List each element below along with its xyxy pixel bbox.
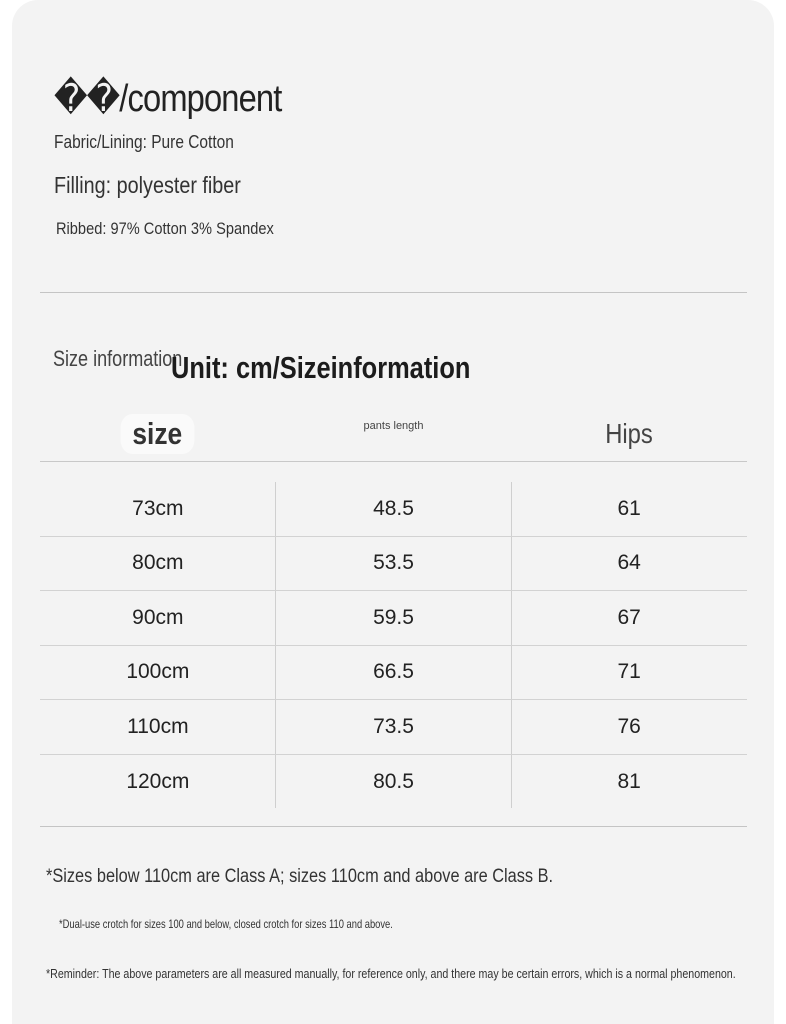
fabric-text: Fabric/Lining: Pure Cotton xyxy=(54,132,234,152)
table-row xyxy=(40,537,747,592)
size-cell: 100cm xyxy=(126,660,190,684)
size-cell: 110cm xyxy=(127,714,189,738)
pants-length-cell: 48.5 xyxy=(373,496,414,520)
header-rule xyxy=(40,461,747,462)
hips-cell: 76 xyxy=(617,714,641,738)
size-information-label: Size information xyxy=(53,346,183,371)
hips-cell: 61 xyxy=(617,496,641,520)
ribbed-text: Ribbed: 97% Cotton 3% Spandex xyxy=(56,219,274,238)
size-cell: 90cm xyxy=(132,605,184,629)
table-row xyxy=(40,700,747,755)
size-table xyxy=(40,482,747,809)
size-cell: 73cm xyxy=(132,496,184,520)
hips-cell: 71 xyxy=(617,660,641,684)
pants-length-cell: 59.5 xyxy=(373,605,414,629)
unit-label: Unit: cm/Sizeinformation xyxy=(171,350,471,385)
column-header-size: size xyxy=(40,407,275,461)
class-note: *Sizes below 110cm are Class A; sizes 110cm and above are Class B. xyxy=(46,866,554,887)
size-cell: 80cm xyxy=(132,551,184,575)
column-header-hips: Hips xyxy=(605,418,654,449)
filling-text: Filling: polyester fiber xyxy=(54,172,241,198)
pants-length-cell: 73.5 xyxy=(373,714,414,738)
table-row xyxy=(40,591,747,646)
crotch-note: *Dual-use crotch for sizes 100 and below, closed crotch for sizes 110 and above. xyxy=(59,917,393,931)
hips-cell: 64 xyxy=(617,551,641,575)
section-divider xyxy=(40,292,747,293)
column-header-pants-length: pants length xyxy=(363,420,424,432)
table-row xyxy=(40,646,747,701)
pants-length-cell: 53.5 xyxy=(373,551,414,575)
hips-cell: 67 xyxy=(617,605,641,629)
hips-cell: 81 xyxy=(617,769,641,793)
table-row xyxy=(40,755,747,810)
size-cell: 120cm xyxy=(126,769,190,793)
pants-length-cell: 66.5 xyxy=(373,660,414,684)
section-divider xyxy=(40,826,747,827)
page-title: ��/component xyxy=(54,78,282,120)
table-row xyxy=(40,482,747,537)
reminder-note: *Reminder: The above parameters are all measured manually, for reference only, and there may be certain errors, which is a normal phenomenon. xyxy=(46,966,736,981)
pants-length-cell: 80.5 xyxy=(373,769,414,793)
